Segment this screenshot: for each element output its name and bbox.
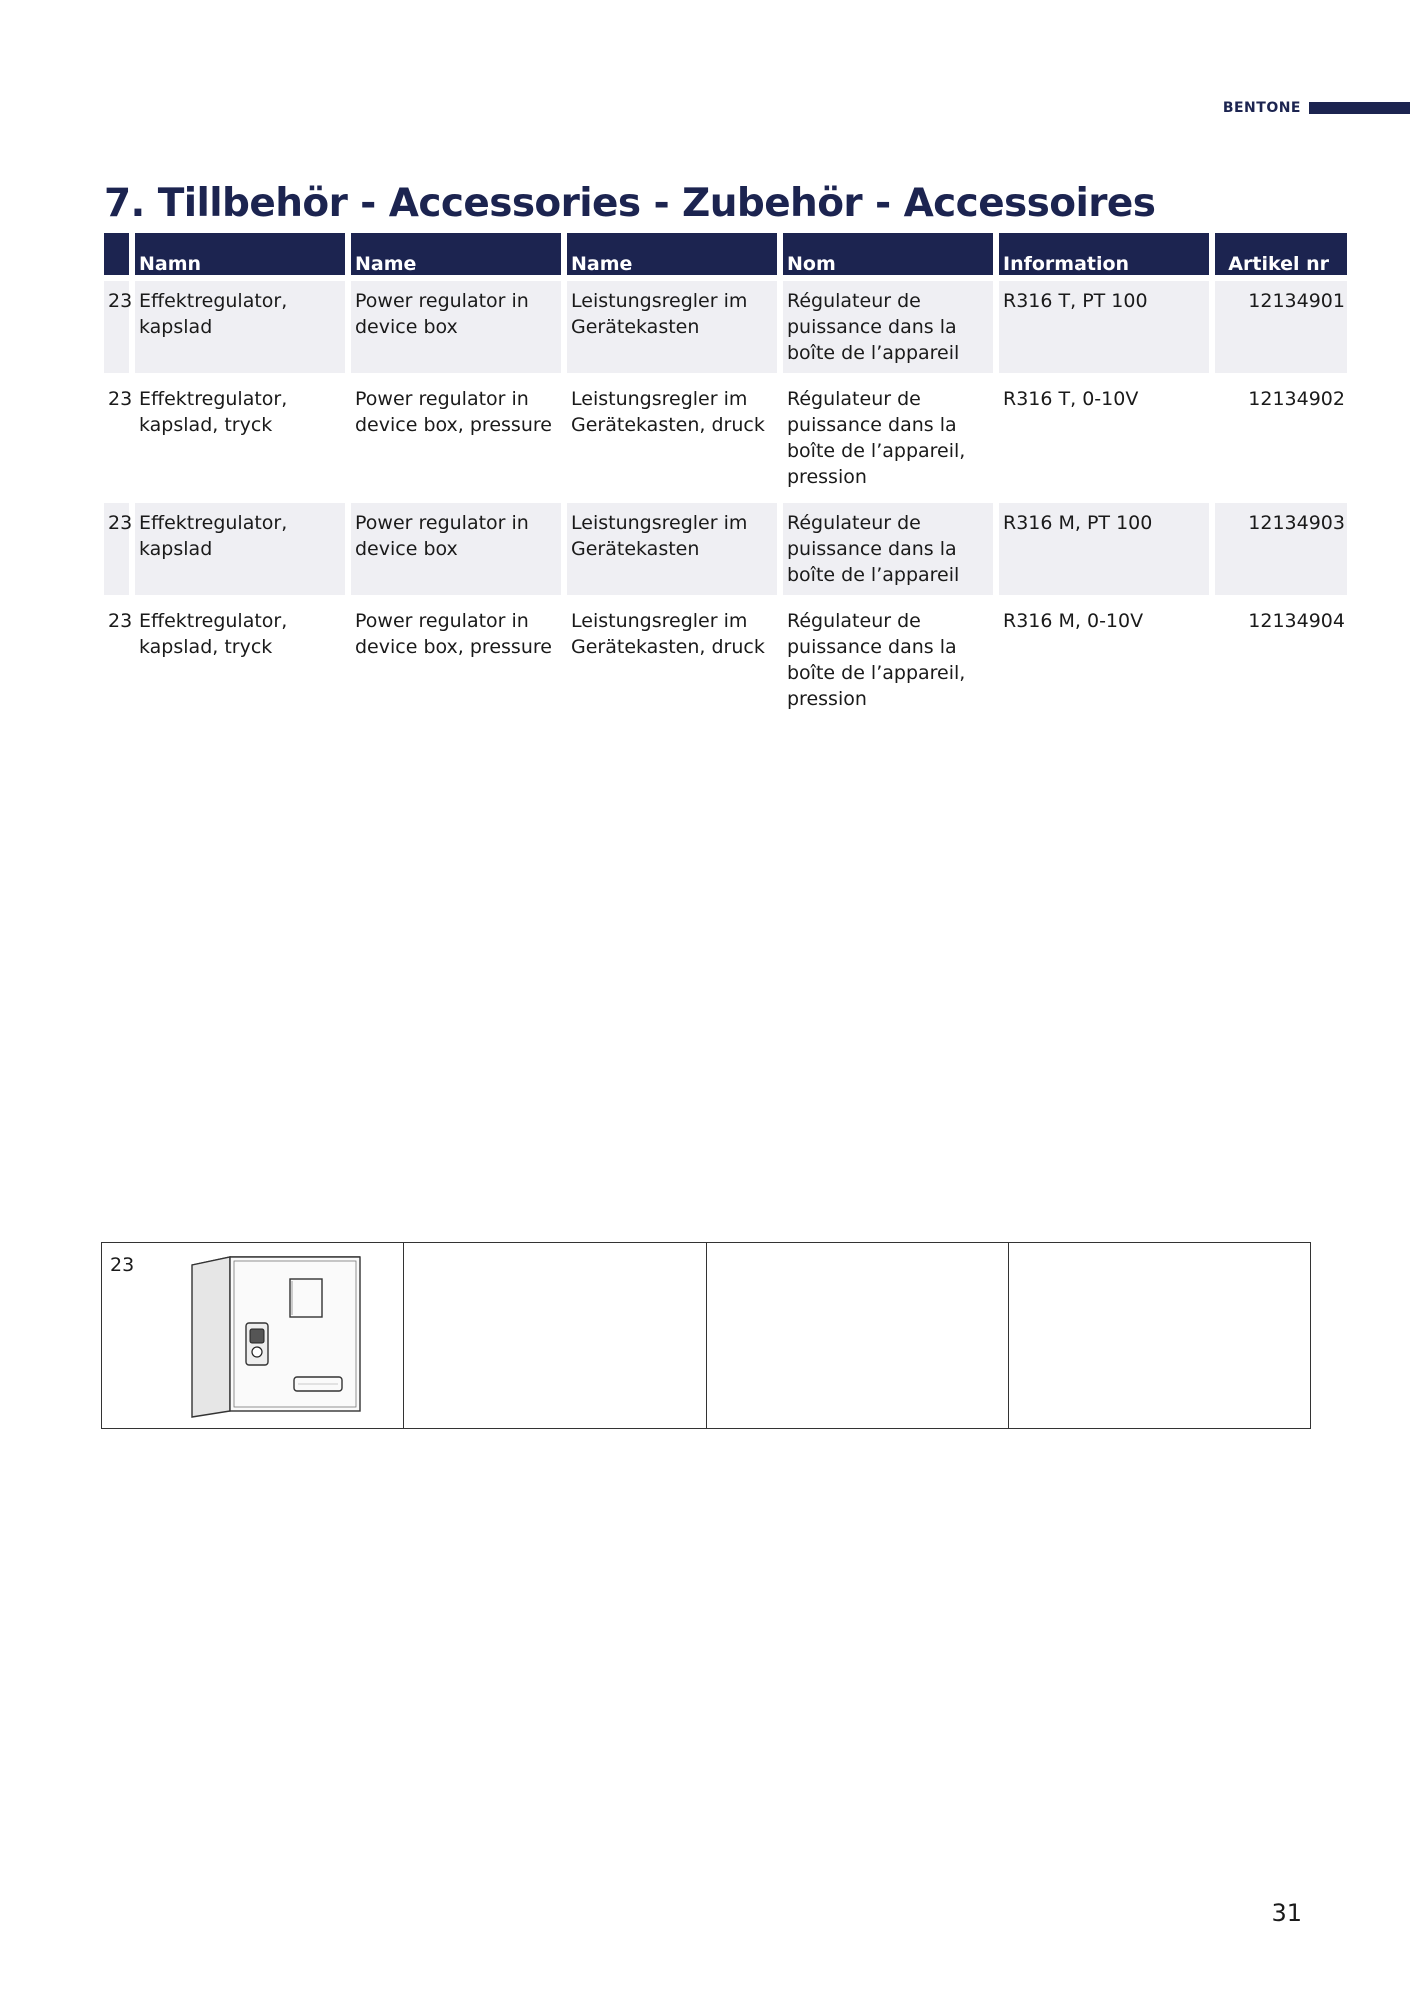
cell-name-de: Leistungsregler im Gerätekasten	[567, 503, 777, 595]
device-box-illustration	[182, 1253, 372, 1423]
cell-pos: 23	[104, 503, 129, 595]
image-cell	[706, 1243, 1008, 1429]
brand-header	[1223, 101, 1410, 115]
table-header-row	[104, 233, 1347, 275]
cell-info: R316 T, 0-10V	[1003, 388, 1139, 410]
image-cell	[1008, 1243, 1310, 1429]
cell-name-en: Power regulator in device box	[351, 281, 561, 373]
cell-pos: 23	[104, 281, 129, 373]
table-row	[104, 379, 1347, 497]
image-cell	[404, 1243, 706, 1429]
table-row	[104, 601, 1347, 719]
cell-article-number: 12134903	[1215, 503, 1347, 595]
cell-info: R316 T, PT 100	[999, 281, 1209, 373]
cell-name-fr: Régulateur de puissance dans la boîte de l’appareil, pression	[787, 610, 966, 710]
table-row	[104, 503, 1347, 595]
cell-pos: 23	[108, 388, 133, 410]
cell-pos: 23	[108, 610, 133, 632]
cell-name-en: Power regulator in device box, pressure	[355, 610, 552, 658]
cell-name-en: Power regulator in device box, pressure	[355, 388, 552, 436]
cell-article-number: 12134901	[1215, 281, 1347, 373]
brand-bar	[1309, 102, 1410, 114]
cell-info: R316 M, PT 100	[999, 503, 1209, 595]
cell-name-de: Leistungsregler im Gerätekasten, druck	[571, 388, 765, 436]
cell-article-number: 12134904	[1248, 610, 1345, 632]
cell-name-en: Power regulator in device box	[351, 503, 561, 595]
cell-info: R316 M, 0-10V	[1003, 610, 1144, 632]
brand-name: BENTONE	[1222, 100, 1301, 116]
header-nom: Nom	[783, 233, 993, 275]
header-pos	[104, 233, 129, 275]
header-artikel-nr: Artikel nr	[1215, 233, 1347, 275]
accessory-image-table	[101, 1242, 1311, 1429]
cell-article-number: 12134902	[1248, 388, 1345, 410]
cell-name-fr: Régulateur de puissance dans la boîte de l’appareil, pression	[787, 388, 966, 488]
cell-name-sv: Effektregulator, kapslad	[135, 281, 345, 373]
cell-name-sv: Effektregulator, kapslad, tryck	[139, 388, 288, 436]
cell-name-fr: Régulateur de puissance dans la boîte de l’appareil	[783, 503, 993, 595]
cell-name-de: Leistungsregler im Gerätekasten, druck	[571, 610, 765, 658]
table-row	[104, 281, 1347, 373]
accessories-table	[98, 233, 1353, 719]
image-cell	[102, 1243, 404, 1429]
image-cell-number: 23	[110, 1254, 135, 1276]
header-information: Information	[999, 233, 1209, 275]
cell-name-sv: Effektregulator, kapslad, tryck	[139, 610, 288, 658]
page-title: 7. Tillbehör - Accessories - Zubehör - Accessoires	[104, 181, 1156, 226]
page-number: 31	[1271, 1899, 1302, 1927]
cell-name-de: Leistungsregler im Gerätekasten	[567, 281, 777, 373]
cell-name-fr: Régulateur de puissance dans la boîte de l’appareil	[783, 281, 993, 373]
header-name-en: Name	[351, 233, 561, 275]
header-namn: Namn	[135, 233, 345, 275]
header-name-de: Name	[567, 233, 777, 275]
cell-name-sv: Effektregulator, kapslad	[135, 503, 345, 595]
